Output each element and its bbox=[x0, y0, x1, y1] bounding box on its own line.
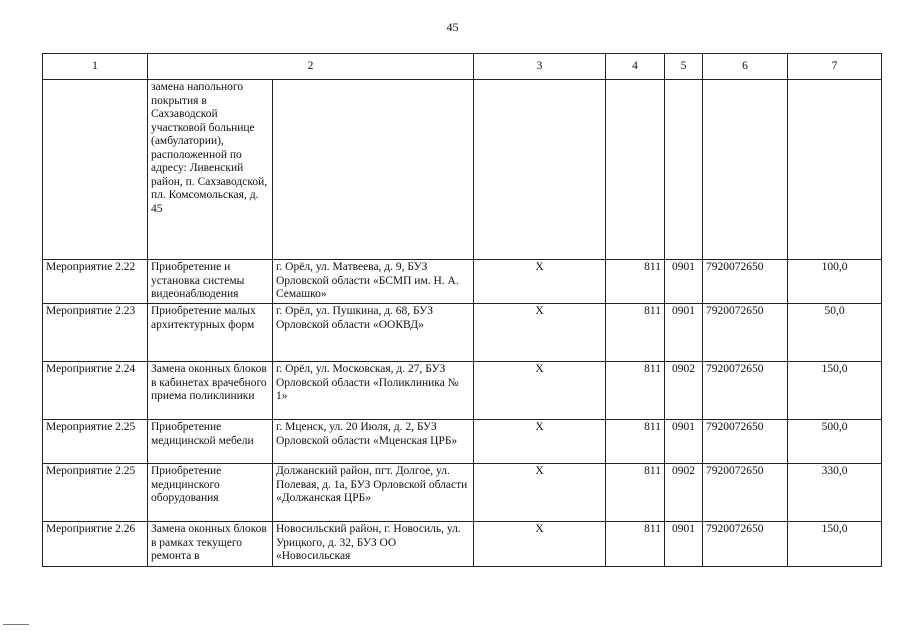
table-row bbox=[43, 522, 882, 567]
header-col-6: 6 bbox=[703, 54, 788, 80]
measure-col-7: 50,0 bbox=[788, 304, 882, 362]
measure-col-5: 0901 bbox=[665, 260, 703, 304]
measure-col-5: 0901 bbox=[665, 522, 703, 567]
measure-col-3 bbox=[474, 80, 606, 260]
measure-name: Приобретение и установка системы видеонаблюдения bbox=[148, 260, 273, 304]
measure-id: Мероприятие 2.23 bbox=[43, 304, 148, 362]
measure-col-6: 7920072650 bbox=[703, 522, 788, 567]
measure-col-3: X bbox=[474, 522, 606, 567]
measure-col-7: 500,0 bbox=[788, 420, 882, 464]
measure-name: Приобретение медицинской мебели bbox=[148, 420, 273, 464]
measure-col-3: X bbox=[474, 304, 606, 362]
measure-name: Замена оконных блоков в кабинетах врачебного приема поликлиники bbox=[148, 362, 273, 420]
measure-col-7: 330,0 bbox=[788, 464, 882, 522]
header-col-7: 7 bbox=[788, 54, 882, 80]
table-row bbox=[43, 420, 882, 464]
measure-col-3: X bbox=[474, 464, 606, 522]
measure-col-4: 811 bbox=[606, 464, 665, 522]
scan-mark bbox=[3, 624, 29, 625]
measure-name-text: Замена оконных блоков в рамках текущего ремонта в bbox=[151, 523, 267, 562]
measure-id: Мероприятие 2.25 bbox=[43, 464, 148, 522]
measure-name: Приобретение медицинского оборудования bbox=[148, 464, 273, 522]
table-row bbox=[43, 304, 882, 362]
measure-col-3: X bbox=[474, 420, 606, 464]
measure-col-6: 7920072650 bbox=[703, 362, 788, 420]
measure-id: Мероприятие 2.24 bbox=[43, 362, 148, 420]
measure-col-7: 100,0 bbox=[788, 260, 882, 304]
measure-col-4: 811 bbox=[606, 362, 665, 420]
measure-col-6: 7920072650 bbox=[703, 464, 788, 522]
measure-col-5: 0901 bbox=[665, 420, 703, 464]
measure-address bbox=[273, 80, 474, 260]
measure-address: г. Орёл, ул. Пушкина, д. 68, БУЗ Орловской области «ООКВД» bbox=[273, 304, 474, 362]
measure-id: Мероприятие 2.22 bbox=[43, 260, 148, 304]
measure-col-3: X bbox=[474, 260, 606, 304]
measure-col-5 bbox=[665, 80, 703, 260]
measure-name: замена напольного покрытия в Сахзаводской участковой больнице (амбулатории), расположенной по адресу: Ливенский район, п. Сахзаводской, пл. Комсомольская, д. 45 bbox=[148, 80, 273, 260]
measure-address: г. Орёл, ул. Московская, д. 27, БУЗ Орловской области «Поликлиника № 1» bbox=[273, 362, 474, 420]
measure-col-5: 0901 bbox=[665, 304, 703, 362]
table-row bbox=[43, 362, 882, 420]
measure-address: г. Мценск, ул. 20 Июля, д. 2, БУЗ Орловской области «Мценская ЦРБ» bbox=[273, 420, 474, 464]
measure-address: Должанский район, пгт. Долгое, ул. Полевая, д. 1а, БУЗ Орловской области «Должанская ЦРБ» bbox=[273, 464, 474, 522]
budget-table bbox=[42, 53, 882, 567]
measure-id: Мероприятие 2.26 bbox=[43, 522, 148, 567]
table-row bbox=[43, 260, 882, 304]
measure-address bbox=[273, 522, 474, 567]
header-col-2: 2 bbox=[148, 54, 474, 80]
header-col-3: 3 bbox=[474, 54, 606, 80]
measure-id: Мероприятие 2.25 bbox=[43, 420, 148, 464]
measure-address-text: Новосильский район, г. Новосиль, ул. Урицкого, д. 32, БУЗ ОО «Новосильская bbox=[276, 523, 461, 562]
measure-col-6: 7920072650 bbox=[703, 260, 788, 304]
measure-col-4: 811 bbox=[606, 522, 665, 567]
header-row bbox=[43, 54, 882, 80]
measure-col-4: 811 bbox=[606, 420, 665, 464]
table-row bbox=[43, 464, 882, 522]
measure-name bbox=[148, 522, 273, 567]
measure-col-6 bbox=[703, 80, 788, 260]
measure-name: Приобретение малых архитектурных форм bbox=[148, 304, 273, 362]
measure-col-5: 0902 bbox=[665, 464, 703, 522]
measure-col-4: 811 bbox=[606, 304, 665, 362]
measure-col-7 bbox=[788, 80, 882, 260]
page-number: 45 bbox=[446, 20, 459, 34]
measure-address: г. Орёл, ул. Матвеева, д. 9, БУЗ Орловской области «БСМП им. Н. А. Семашко» bbox=[273, 260, 474, 304]
measure-col-7: 150,0 bbox=[788, 522, 882, 567]
measure-col-5: 0902 bbox=[665, 362, 703, 420]
measure-col-4: 811 bbox=[606, 260, 665, 304]
measure-col-3: X bbox=[474, 362, 606, 420]
measure-id bbox=[43, 80, 148, 260]
measure-col-6: 7920072650 bbox=[703, 304, 788, 362]
header-col-5: 5 bbox=[665, 54, 703, 80]
table-row bbox=[43, 80, 882, 260]
header-col-1: 1 bbox=[43, 54, 148, 80]
header-col-4: 4 bbox=[606, 54, 665, 80]
measure-col-7: 150,0 bbox=[788, 362, 882, 420]
measure-col-6: 7920072650 bbox=[703, 420, 788, 464]
measure-col-4 bbox=[606, 80, 665, 260]
